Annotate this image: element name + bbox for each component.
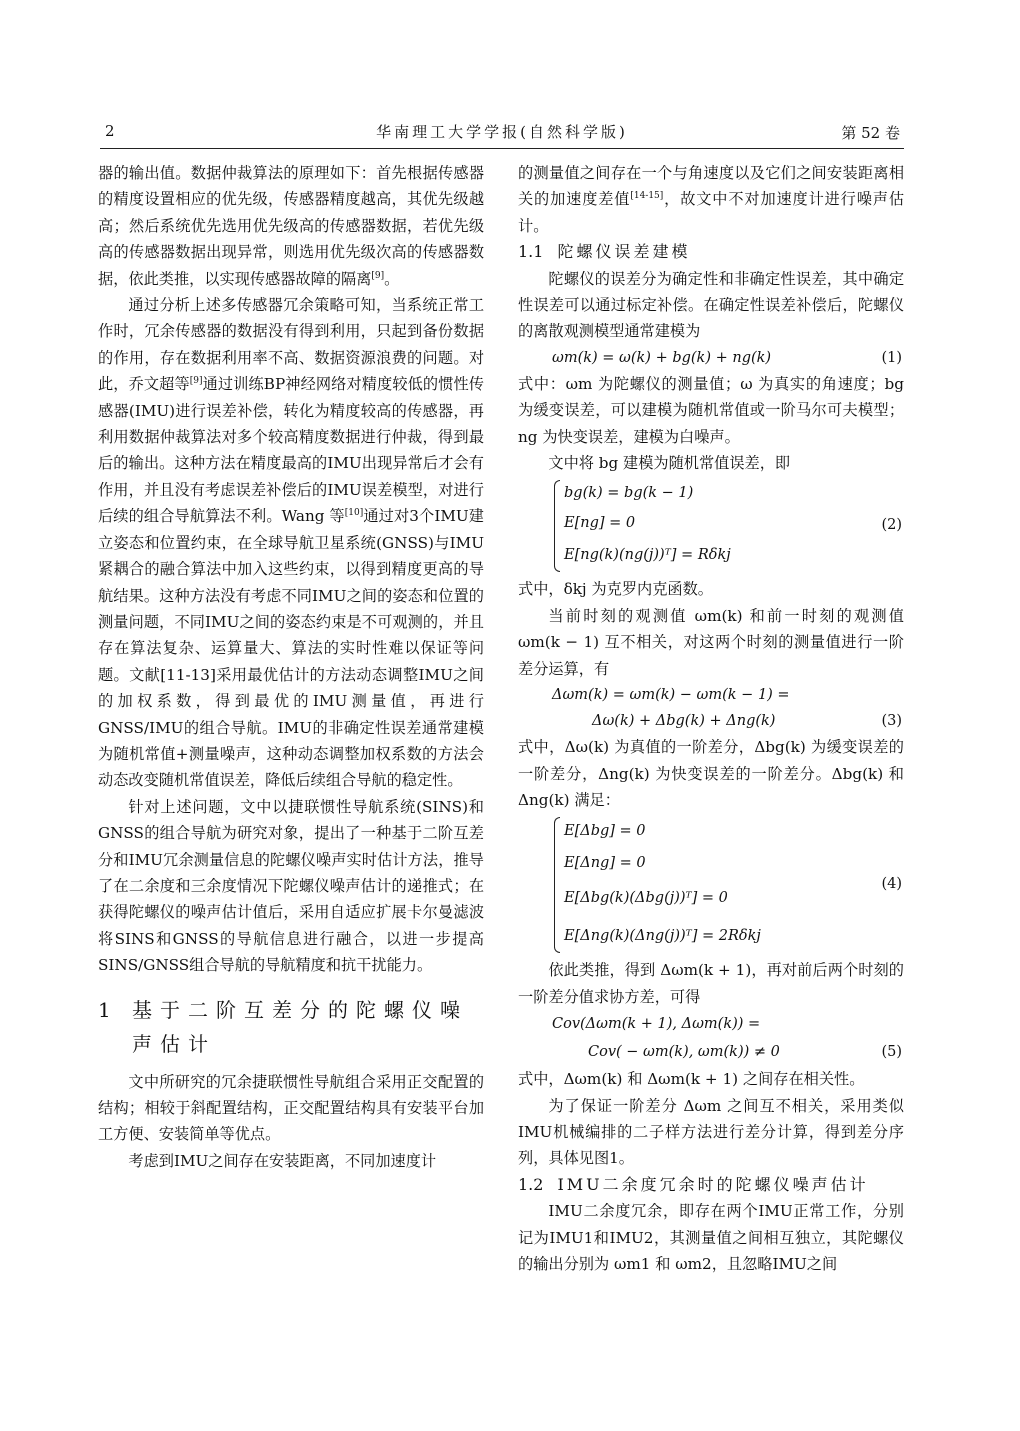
paragraph: 考虑到IMU之间存在安装距离，不同加速度计 (128, 1151, 437, 1170)
citation[interactable]: [9] (189, 376, 203, 387)
paragraph: 依此类推，得到 Δωm(k + 1)，再对前后两个时刻的一阶差分值求协方差，可得 (518, 961, 904, 1006)
left-column (98, 160, 484, 1320)
section-number: 1 (98, 997, 111, 1022)
paragraph: 陀螺仪的误差分为确定性和非确定性误差，其中确定性误差可以通过标定补偿。在确定性误差补偿后，陀螺仪的离散观测模型通常建模为 (518, 269, 904, 341)
equation-3 (518, 682, 904, 734)
paragraph: 式中：ωm 为陀螺仪的测量值；ω 为真实的角速度；bg 为缓变误差，可以建模为随机常值或一阶马尔可夫模型；ng 为快变误差，建模为白噪声。 (518, 374, 904, 446)
citation[interactable]: [10] (344, 508, 364, 519)
paragraph: 通过分析上述多传感器冗余策略可知，当系统正常工作时，冗余传感器的数据没有得到利用，只起到备份数据的作用，存在数据利用率不高、数据资源浪费的问题。对此，乔文超等[9]通过训练BP神经网络对精度较低的惯性传感器(IMU)进行误差补偿，转化为精度较高的传感器，再利用数据仲裁算法对多个较高精度数据进行仲裁，得到最后的输出。这种方法在精度最高的IMU出现异常后才会有作用，并且没有考虑误差补偿后的IMU误差模型，对进行后续的组合导航算法不利。Wang 等[10]通过对3个IMU建立姿态和位置约束，在全球导航卫星系统(GNSS)与IMU紧耦合的融合算法中加入这些约束，以得到精度更高的导航结果。这种方法没有考虑不同IMU之间的姿态和位置的测量问题，不同IMU之间的姿态约束是不可观测的，并且存在算法复杂、运算量大、算法的实时性难以保证等问题。文献[11-13]采用最优估计的方法动态调整IMU之间的加权系数，得到最优的IMU测量值，再进行GNSS/IMU的组合导航。IMU的非确定性误差通常建模为随机常值+测量噪声，这种动态调整加权系数的方法会动态改变随机常值误差，降低后续组合导航的稳定性。 (98, 296, 484, 790)
equation-line: Cov(Δωm(k + 1), Δωm(k)) = (552, 1016, 761, 1033)
equation-line: E[Δng(k)(Δng(j))ᵀ] = 2Rδkj (564, 928, 761, 945)
subsection-number: 1.2 (518, 1174, 544, 1194)
equation-line: bg(k) = bg(k − 1) (564, 485, 694, 502)
equation-2 (518, 478, 904, 574)
equation-line: E[ng] = 0 (564, 515, 636, 532)
subsection-number: 1.1 (518, 242, 544, 262)
equation-line: E[Δbg] = 0 (564, 823, 646, 840)
header-rule (100, 148, 904, 149)
paragraph: 器的输出值。数据仲裁算法的原理如下：首先根据传感器的精度设置相应的优先级，传感器精度越高，其优先级越高；然后系统优先选用优先级高的传感器数据，若优先级高的传感器数据出现异常，则选用优先级次高的传感器数据，依此类推，以实现传感器故障的隔离[9]。 (98, 164, 484, 288)
right-column (518, 160, 904, 1320)
subsection-heading (518, 239, 904, 265)
paragraph: 式中，δkj 为克罗内克函数。 (518, 580, 713, 599)
paragraph: 式中，Δω(k) 为真值的一阶差分，Δbg(k) 为缓变误差的一阶差分，Δng(k) 为快变误差的一阶差分。Δbg(k) 和 Δng(k) 满足： (518, 738, 904, 809)
section-title: 基于二阶互差分的陀螺仪噪声估计 (132, 997, 468, 1056)
equation-line: E[ng(k)(ng(j))ᵀ] = Rδkj (564, 547, 731, 564)
citation[interactable]: [14-15] (630, 191, 664, 202)
page-header (100, 120, 904, 148)
paragraph: 文中将 bg 建模为随机常值误差，即 (548, 454, 791, 473)
equation-1 (518, 345, 904, 371)
equation-brace (554, 480, 560, 572)
paragraph: 式中，Δωm(k) 和 Δωm(k + 1) 之间存在相关性。 (518, 1070, 865, 1089)
equation-line: Δωm(k) = ωm(k) − ωm(k − 1) = (552, 687, 790, 704)
paragraph: 当前时刻的观测值 ωm(k) 和前一时刻的观测值 ωm(k − 1) 互不相关，对这两个时刻的测量值进行一阶差分运算，有 (518, 606, 904, 678)
equation-line: Δω(k) + Δbg(k) + Δng(k) (592, 713, 776, 730)
equation-number: (4) (881, 876, 902, 893)
subsection-heading (518, 1172, 904, 1198)
equation-line: E[Δng] = 0 (564, 855, 646, 872)
equation-number: (5) (881, 1044, 902, 1061)
volume-label: 第 52 卷 (841, 124, 900, 142)
equation-line: E[Δbg(k)(Δbg(j))ᵀ] = 0 (564, 890, 728, 907)
equation-number: (1) (881, 349, 902, 366)
equation-brace (554, 817, 560, 953)
equation-line: ωm(k) = ω(k) + bg(k) + ng(k) (552, 349, 772, 366)
page-number: 2 (105, 122, 115, 140)
citation[interactable]: [9] (371, 270, 385, 281)
paragraph: 为了保证一阶差分 Δωm 之间互不相关，采用类似IMU机械编排的二子样方法进行差分计算，得到差分序列，具体见图1。 (518, 1096, 904, 1168)
subsection-title: 陀螺仪误差建模 (557, 242, 691, 262)
subsection-title: IMU二余度冗余时的陀螺仪噪声估计 (557, 1174, 869, 1194)
paragraph: 文中所研究的冗余捷联惯性导航组合采用正交配置的结构；相较于斜配置结构，正交配置结构具有安装平台加工方便、安装简单等优点。 (98, 1072, 484, 1144)
journal-title: 华南理工大学学报(自然科学版) (376, 123, 628, 141)
paragraph: 的测量值之间存在一个与角速度以及它们之间安装距离相关的加速度差值[14-15]，故文中不对加速度计进行噪声估计。 (518, 164, 904, 235)
equation-number: (2) (881, 517, 902, 534)
equation-5 (518, 1010, 904, 1066)
equation-line: Cov( − ωm(k), ωm(k)) ≠ 0 (588, 1044, 780, 1061)
equation-number: (3) (881, 713, 902, 730)
paragraph: 针对上述问题，文中以捷联惯性导航系统(SINS)和GNSS的组合导航为研究对象，提出了一种基于二阶互差分和IMU冗余测量信息的陀螺仪噪声实时估计方法，推导了在二余度和三余度情况下陀螺仪噪声估计的递推式；在获得陀螺仪的噪声估计值后，采用自适应扩展卡尔曼滤波将SINS和GNSS的导航信息进行融合，以进一步提高SINS/GNSS组合导航的导航精度和抗干扰能力。 (98, 797, 484, 975)
section-heading (98, 993, 484, 1061)
paragraph: IMU二余度冗余，即存在两个IMU正常工作，分别记为IMU1和IMU2，其测量值之间相互独立，其陀螺仪的输出分别为 ωm1 和 ωm2，且忽略IMU之间 (518, 1202, 904, 1273)
equation-4 (518, 815, 904, 955)
